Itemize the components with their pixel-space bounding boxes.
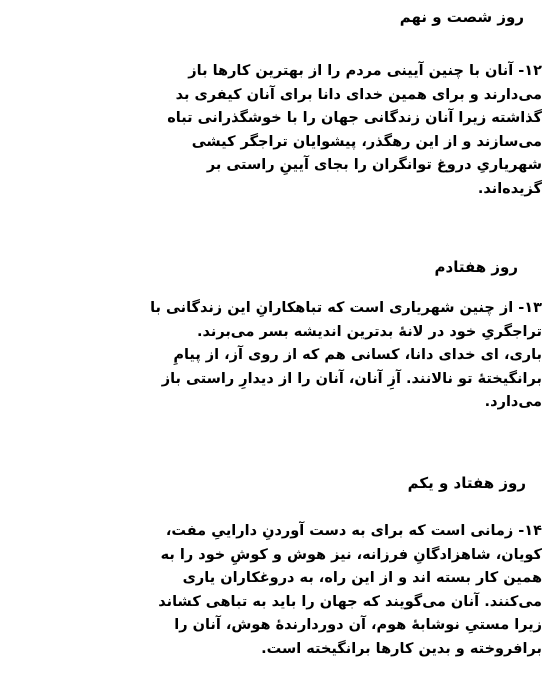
text-line: ۱۳- از چنین شهریاری است که تباهکارانِ این زندگانی با — [150, 300, 542, 316]
section-heading: روز شصت و نهم — [399, 8, 524, 26]
paragraph — [22, 520, 542, 661]
text-line: شهریاریِ دروغ توانگران را بجای آیینِ راستی بر — [206, 157, 542, 173]
text-line: برانگیختهٔ تو نالانند. آزِ آنان، آنان را از دیدارِ راستی باز — [161, 370, 542, 387]
paragraph — [22, 297, 542, 415]
text-line: می‌سازند و از این رهگذر، پیشوایان تراجگر کیشی — [191, 133, 542, 150]
text-line: گزیده‌اند. — [477, 180, 542, 197]
text-line: تراجگریِ خود در لانهٔ بدترین اندیشه بسر می‌برند. — [197, 323, 542, 340]
text-line: همین کار بسته اند و از این راه، به دروغکاران یاری — [182, 570, 542, 586]
paragraph — [22, 60, 542, 201]
text-line: می‌دارد. — [484, 394, 542, 410]
text-line: گذاشته زیرا آنان زندگانی جهان را با خوشگذرانی تباه — [167, 110, 542, 126]
text-line: کویان، شاهزادگانِ فرزانه، نیز هوش و کوشِ خود را به — [160, 546, 542, 563]
text-line: برافروخته و بدین کارها برانگیخته است. — [261, 640, 542, 657]
text-line: باری، ای خدای دانا، کسانی هم که از روی آز، از پیامِ — [173, 347, 542, 363]
text-line: زیرا مستیِ نوشابهٔ هوم، آن دوردارندهٔ هوش، آنان را — [174, 617, 542, 633]
section-heading: روز هفتاد و یکم — [407, 474, 526, 492]
text-line: می‌کنند. آنان می‌گویند که جهان را باید به تباهی کشاند — [158, 593, 542, 610]
section-heading: روز هفتادم — [434, 258, 518, 276]
text-line: می‌دارند و برای همین خدای دانا برای آنان کیفری بد — [175, 86, 542, 103]
text-line: ۱۴- زمانی است که برای به دست آوردنِ داراییِ مفت، — [165, 523, 542, 539]
text-line: ۱۲- آنان با چنین آیینی مردم را از بهترین کارها باز — [188, 63, 542, 79]
